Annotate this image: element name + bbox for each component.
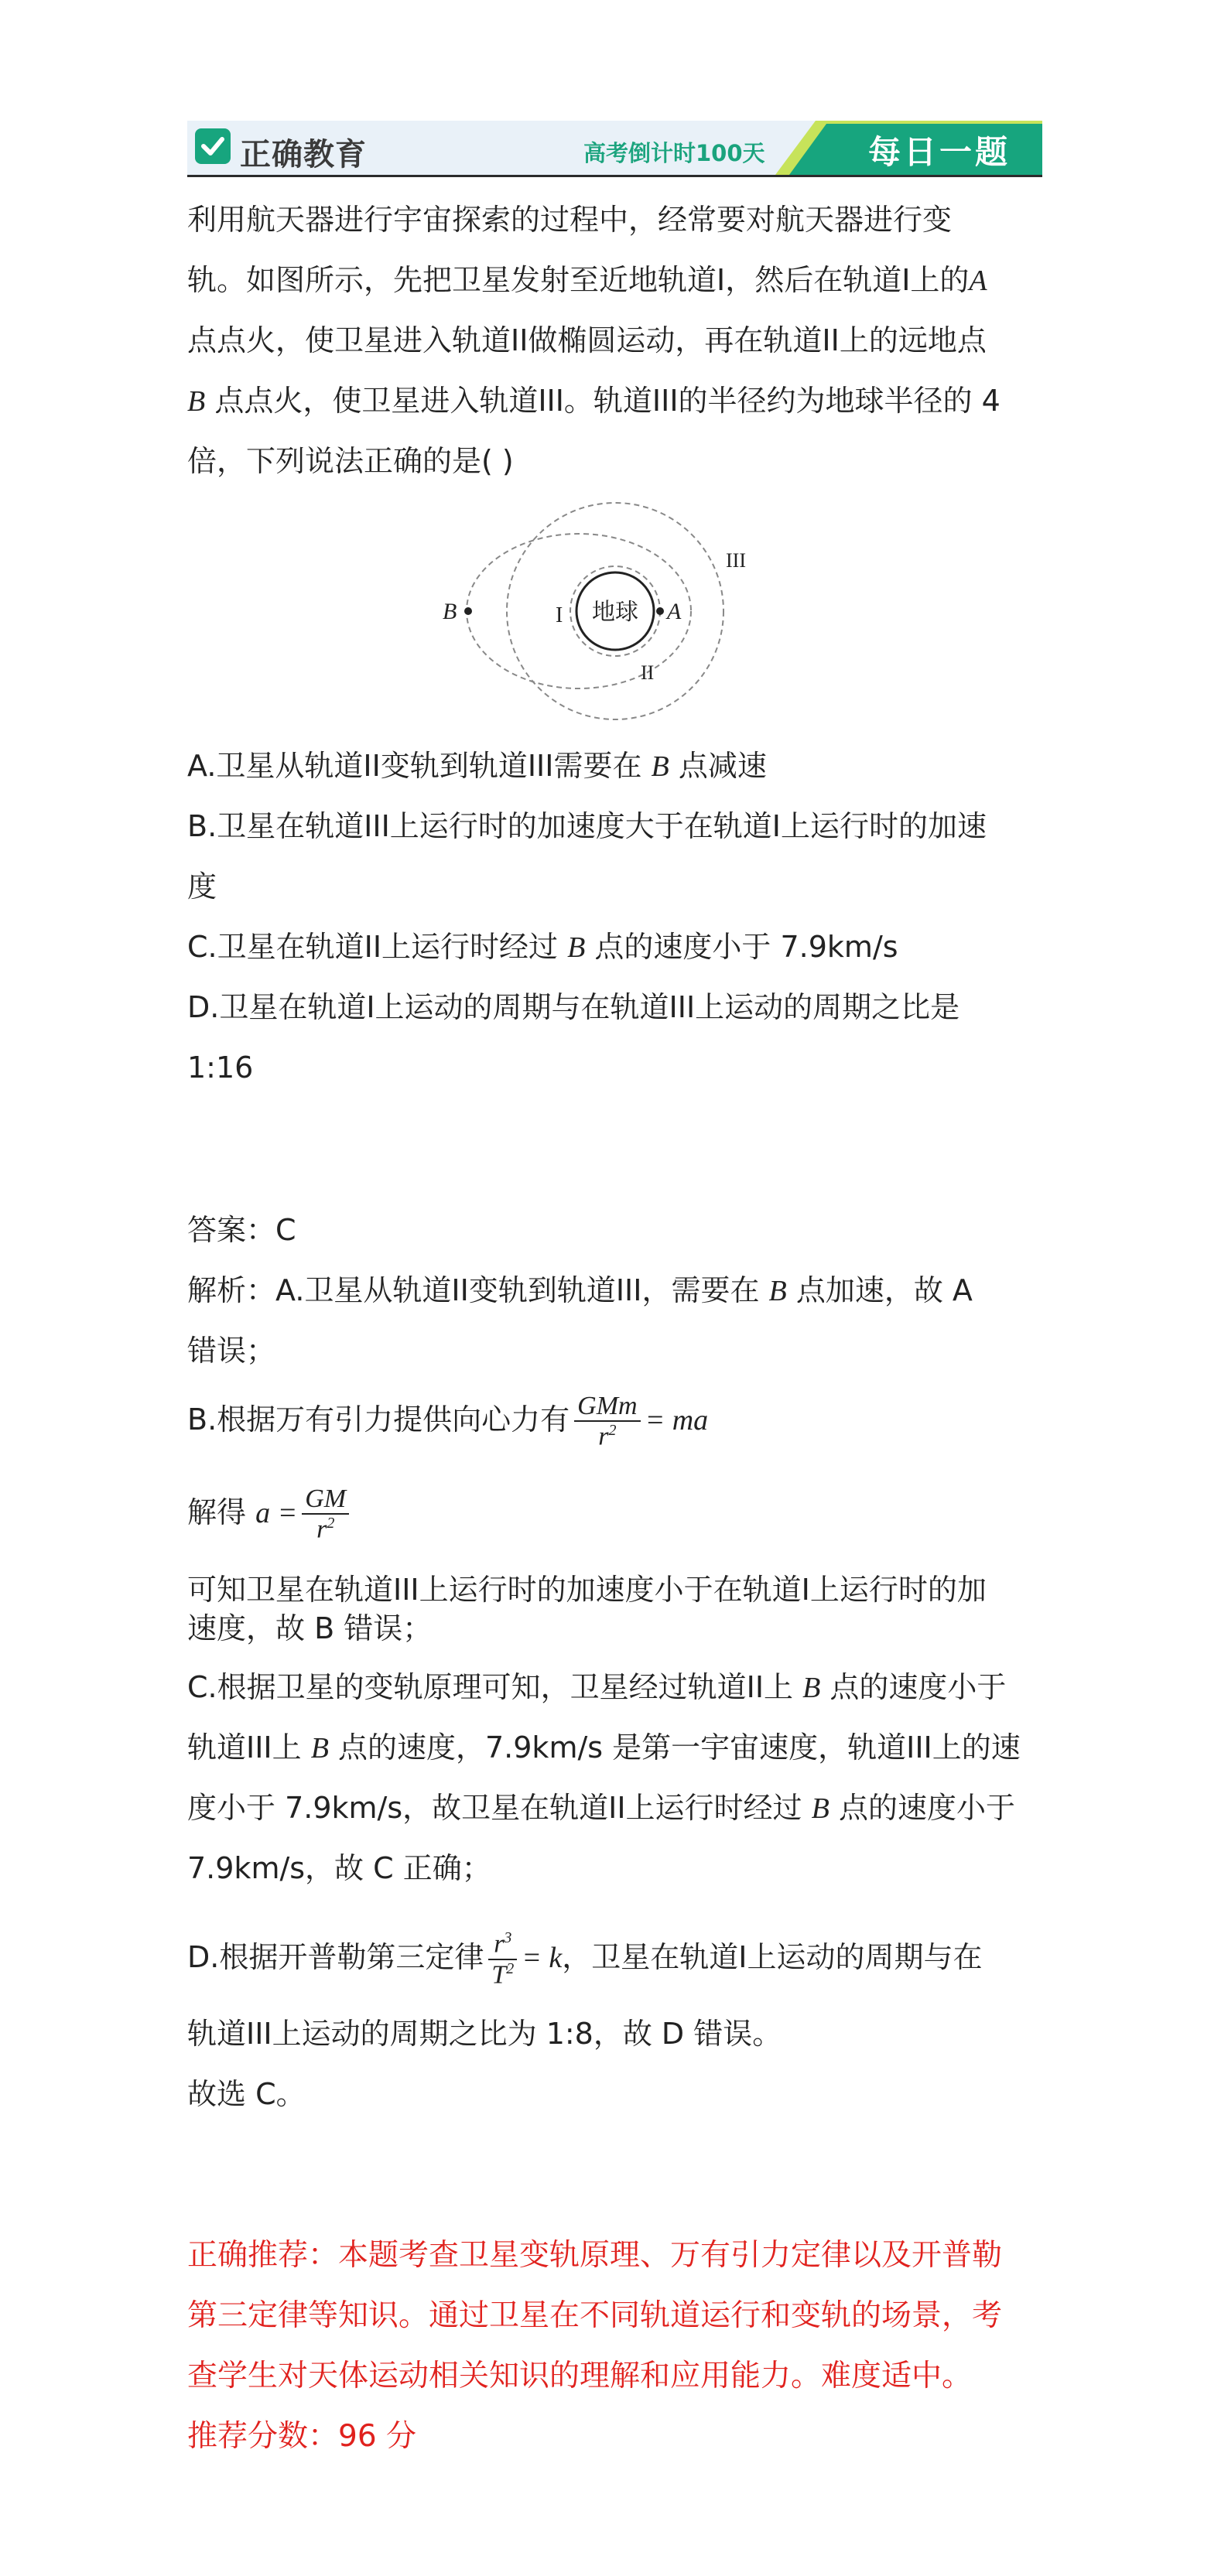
- option-d-line-1: D.卫星在轨道I上运动的周期与在轨道III上运动的周期之比是: [187, 990, 960, 1024]
- analysis-d-line-1: D.根据开普勒第三定律 $\frac{r^3}{T^2}$ = k，卫星在轨道I上运动的周期与在: [187, 1929, 983, 1989]
- label-orbit-3: III: [726, 549, 746, 572]
- option-d-line-2: 1:16: [187, 1051, 254, 1085]
- option-b-line-2: 度: [187, 869, 217, 904]
- tab-label: 每日一题: [868, 133, 1011, 171]
- analysis-c-line-2: 轨道III上 B 点的速度，7.9km/s 是第一宇宙速度，轨道III上的速: [187, 1730, 1021, 1765]
- recommend-line-3: 查学生对天体运动相关知识的理解和应用能力。难度适中。: [187, 2359, 973, 2393]
- option-a: A.卫星从轨道II变轨到轨道III需要在 B 点减速: [187, 749, 767, 783]
- analysis-c-line-3: 度小于 7.9km/s，故卫星在轨道II上运行时经过 B 点的速度小于: [187, 1791, 1015, 1825]
- analysis-c-line-4: 7.9km/s，故 C 正确；: [187, 1851, 491, 1885]
- analysis-c-line-1: C.根据卫星的变轨原理可知，卫星经过轨道II上 B 点的速度小于: [187, 1670, 1007, 1704]
- check-icon: [195, 128, 231, 164]
- analysis-know: 可知卫星在轨道III上运行时的加速度小于在轨道I上运行时的加 速度，故 B 错误；: [187, 1573, 987, 1645]
- recommend-line-2: 第三定律等知识。通过卫星在不同轨道运行和变轨的场景，考: [187, 2298, 1003, 2333]
- label-b: B: [443, 599, 457, 624]
- label-orbit-1: I: [556, 603, 563, 627]
- analysis-d-line-2: 轨道III上运动的周期之比为 1:8，故 D 错误。: [187, 2017, 782, 2051]
- label-a: A: [667, 599, 682, 624]
- countdown-text: 高考倒计时100天: [583, 140, 765, 166]
- final-answer: 故选 C。: [187, 2077, 306, 2111]
- var-a: A: [969, 265, 987, 297]
- analysis-a-line-2: 错误；: [187, 1334, 276, 1368]
- analysis-b-formula: B.根据万有引力提供向心力有 $\frac{\text{GMm}}{r^2}$ = ma: [187, 1391, 709, 1451]
- analysis-a-line-1: 解析：A.卫星从轨道II变轨到轨道III，需要在 B 点加速，故 A: [187, 1273, 973, 1307]
- var-b: B: [187, 385, 206, 418]
- question-line-1: 利用航天器进行宇宙探索的过程中，经常要对航天器进行变: [187, 203, 953, 237]
- header-banner: [187, 121, 1042, 177]
- formula-gmm-over-r2: $\frac{\text{GMm}}{r^2}$: [574, 1392, 640, 1451]
- brand-name: 正确教育: [240, 137, 367, 173]
- point-b: [464, 607, 472, 615]
- formula-gm-over-r2: $\frac{GM}{r^2}$: [302, 1484, 349, 1544]
- question-line-3: 点点火，使卫星进入轨道II做椭圆运动，再在轨道II上的远地点: [187, 323, 987, 357]
- answer-line: 答案：C: [187, 1213, 296, 1247]
- point-a: [656, 607, 664, 615]
- analysis-solve: 解得 a = $\frac{GM}{r^2}$: [187, 1470, 1046, 1556]
- label-orbit-2: II: [641, 661, 655, 684]
- recommend-score: 推荐分数：96 分: [187, 2419, 417, 2454]
- daily-question-tab: [775, 121, 1042, 175]
- question-line-2: 轨。如图所示，先把卫星发射至近地轨道I，然后在轨道I上的A: [187, 263, 987, 297]
- formula-r3-over-t2: $\frac{r^3}{T^2}$: [488, 1929, 517, 1989]
- recommend-line-1: 正确推荐：本题考查卫星变轨原理、万有引力定律以及开普勒: [187, 2238, 1003, 2273]
- question-line-4: B 点点火，使卫星进入轨道III。轨道III的半径约为地球半径的 4: [187, 384, 1001, 418]
- question-line-5: 倍，下列说法正确的是( ): [187, 444, 514, 478]
- option-c: C.卫星在轨道II上运行时经过 B 点的速度小于 7.9km/s: [187, 930, 898, 964]
- earth-label: 地球: [592, 599, 638, 626]
- orbit-diagram: [443, 495, 774, 727]
- option-b-line-1: B.卫星在轨道III上运行时的加速度大于在轨道I上运行时的加速: [187, 809, 987, 843]
